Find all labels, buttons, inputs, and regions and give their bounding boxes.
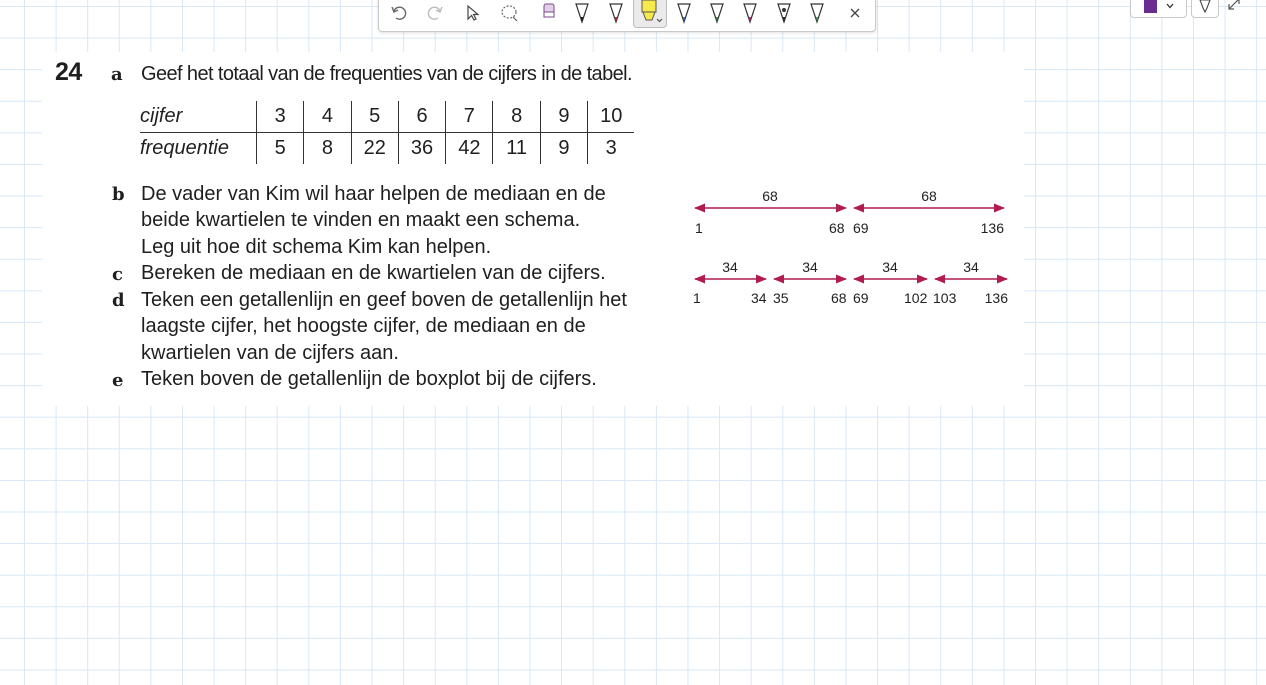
endpoint-label: 1 <box>695 220 703 236</box>
table-cell: 9 <box>540 101 587 133</box>
part-d-line: Teken een getallenlijn en geef boven de getallenlijn het <box>141 289 627 311</box>
color-picker[interactable] <box>1130 0 1187 18</box>
chevron-down-icon <box>1166 3 1174 9</box>
exercise-number: 24 <box>55 58 82 86</box>
table-cell: 5 <box>257 133 304 165</box>
table-cell: 5 <box>351 101 398 133</box>
table-row-cijfer <box>140 101 634 133</box>
endpoint-label: 68 <box>831 290 847 306</box>
pen-green-icon[interactable] <box>706 1 728 25</box>
frequency-table <box>140 101 634 164</box>
table-row-frequentie <box>140 133 634 165</box>
endpoint-label: 68 <box>829 220 845 236</box>
endpoint-label: 136 <box>980 220 1004 236</box>
close-icon[interactable] <box>845 1 865 25</box>
endpoint-label: 35 <box>773 290 789 306</box>
quarter-count-label: 34 <box>963 259 979 275</box>
select-icon[interactable] <box>463 1 483 25</box>
quarter-count-label: 34 <box>722 259 738 275</box>
table-cell: 6 <box>398 101 445 133</box>
quarter-count-label: 34 <box>882 259 898 275</box>
part-a-letter: a <box>111 64 123 85</box>
eraser-icon[interactable] <box>539 1 559 25</box>
table-cell: 4 <box>304 101 351 133</box>
part-b-line: Leg uit hoe dit schema Kim kan helpen. <box>141 236 492 258</box>
redo-icon[interactable] <box>425 1 445 25</box>
pen-green2-icon[interactable] <box>806 1 828 25</box>
table-cell: 3 <box>588 133 635 165</box>
table-cell: 42 <box>446 133 493 165</box>
color-swatch <box>1144 0 1157 13</box>
endpoint-label: 34 <box>751 290 767 306</box>
table-cell: 22 <box>351 133 398 165</box>
endpoint-label: 102 <box>904 290 928 306</box>
pen-blue-icon[interactable] <box>673 1 695 25</box>
half-count-label: 68 <box>921 188 937 204</box>
part-c-line: Bereken de mediaan en de kwartielen van de cijfers. <box>141 262 606 284</box>
table-cell: 10 <box>588 101 635 133</box>
part-b-line: beide kwartielen te vinden en maakt een schema. <box>141 209 581 231</box>
median-quartile-schema <box>686 178 1016 313</box>
part-b-letter: b <box>112 184 125 205</box>
endpoint-label: 103 <box>933 290 957 306</box>
part-a-text: Geef het totaal van de frequenties van de cijfers in de tabel. <box>141 63 632 85</box>
part-d-letter: d <box>112 290 125 311</box>
highlighter-outline-icon <box>1198 0 1212 14</box>
drawing-toolbar <box>378 0 876 32</box>
undo-icon[interactable] <box>389 1 409 25</box>
endpoint-label: 1 <box>693 290 701 306</box>
quarter-count-label: 34 <box>802 259 818 275</box>
part-d-line: kwartielen van de cijfers aan. <box>141 342 399 364</box>
part-e-letter: e <box>112 370 124 391</box>
table-cell: 7 <box>446 101 493 133</box>
endpoint-label: 136 <box>984 290 1008 306</box>
part-d-line: laagste cijfer, het hoogste cijfer, de mediaan en de <box>141 315 586 337</box>
table-cell: 36 <box>398 133 445 165</box>
part-c-letter: c <box>112 264 123 285</box>
endpoint-label: 69 <box>853 220 869 236</box>
pen-dark-icon[interactable] <box>773 1 795 25</box>
part-e-line: Teken boven de getallenlijn de boxplot bij de cijfers. <box>141 368 597 390</box>
pen-red-icon[interactable] <box>605 1 627 25</box>
row-header-frequentie: frequentie <box>140 133 257 165</box>
table-cell: 8 <box>304 133 351 165</box>
half-count-label: 68 <box>762 188 778 204</box>
endpoint-label: 69 <box>853 290 869 306</box>
row-header-cijfer: cijfer <box>140 105 183 127</box>
table-cell: 8 <box>493 101 540 133</box>
pen-magenta-icon[interactable] <box>739 1 761 25</box>
highlighter-settings-button[interactable] <box>1191 0 1219 18</box>
expand-icon[interactable] <box>1226 0 1242 12</box>
table-cell: 3 <box>257 101 304 133</box>
pen-black-icon[interactable] <box>571 1 593 25</box>
part-b-line: De vader van Kim wil haar helpen de mediaan en de <box>141 183 606 205</box>
table-cell: 11 <box>493 133 540 165</box>
lasso-icon[interactable] <box>499 1 521 25</box>
table-cell: 9 <box>540 133 587 165</box>
highlighter-yellow-icon[interactable] <box>633 0 667 28</box>
